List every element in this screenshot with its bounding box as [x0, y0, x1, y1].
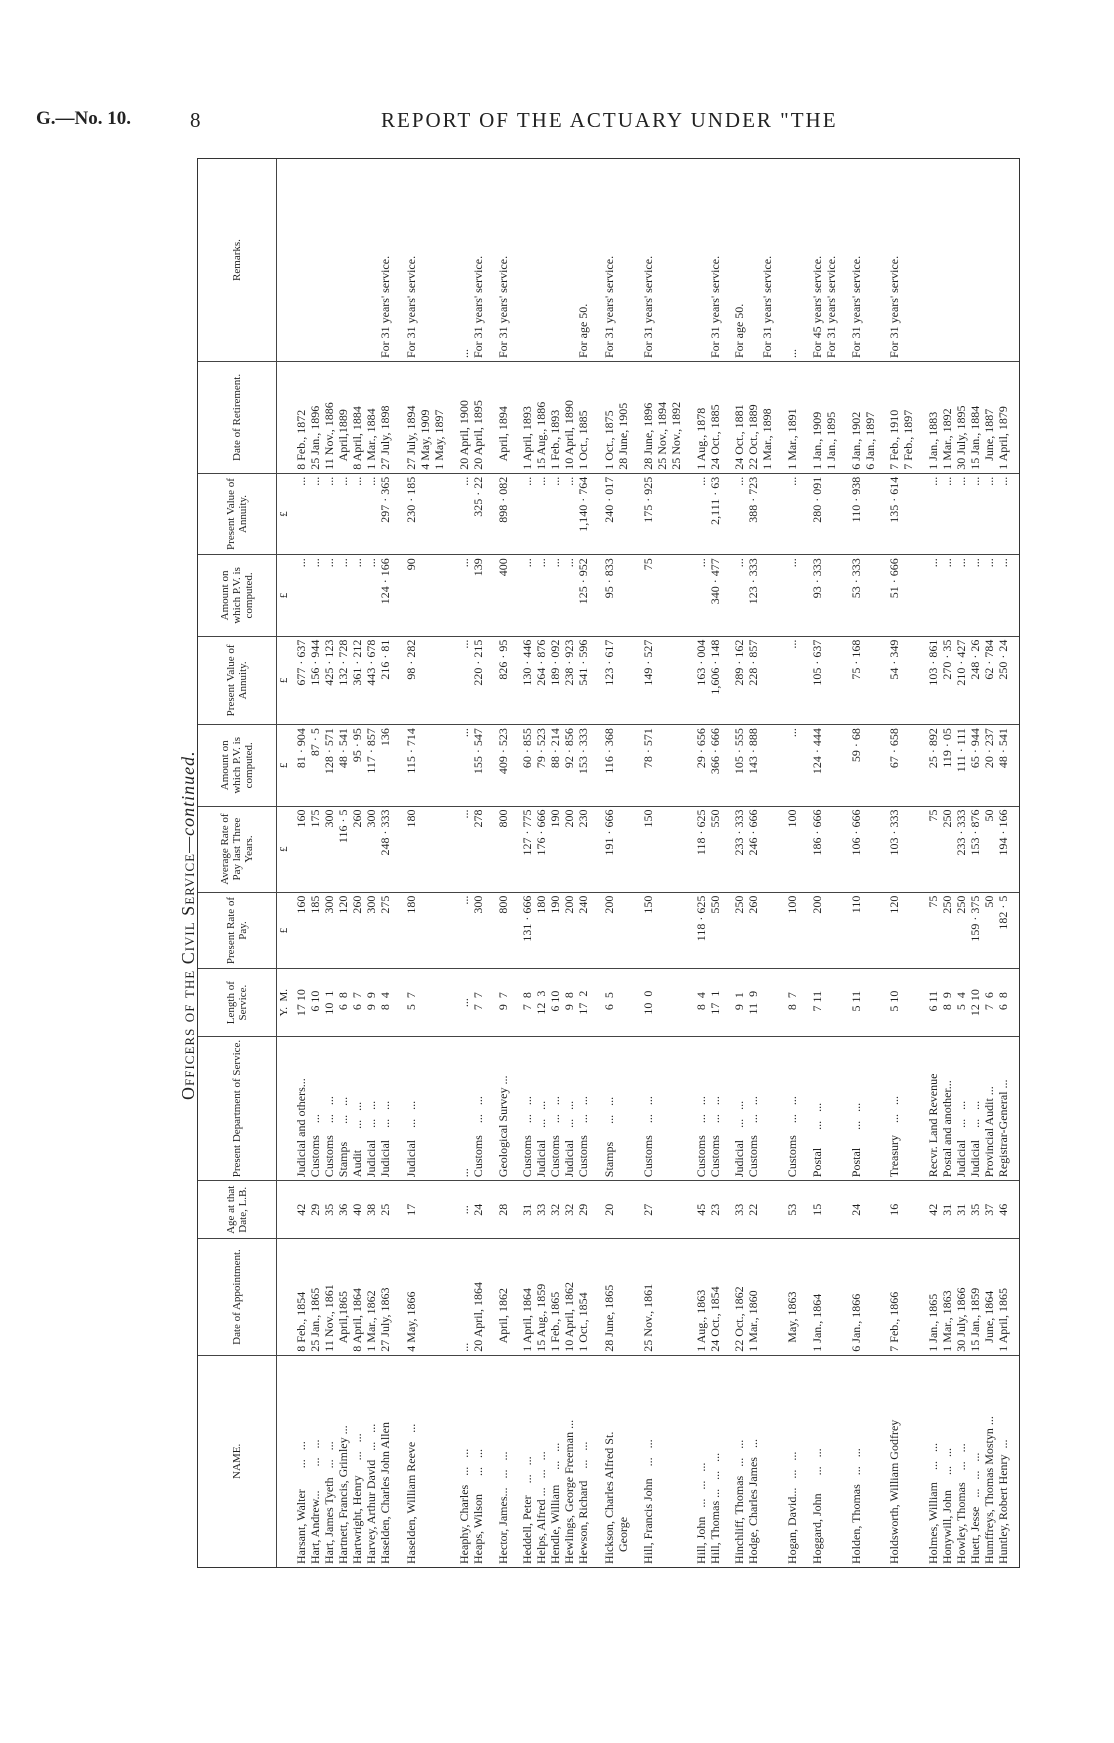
table-row	[638, 159, 691, 1567]
cell-avg: 186 · 666	[807, 806, 846, 892]
cell-pv2: ... ... ... ... 1,140 · 764	[517, 473, 599, 554]
cell-avg: 180	[401, 806, 454, 892]
cell-dept: Customs ... ...	[638, 1036, 691, 1180]
cell-appointed: 7 Feb., 1866	[884, 1239, 923, 1355]
cell-service: 8 4 17 1	[691, 969, 730, 1036]
cell-dept: Customs ... ... Judicial ... ... Customs ... ... Judicial ... ... Customs ... ...	[517, 1036, 599, 1180]
cell-pay: 100	[782, 892, 806, 969]
cell-appointed: 25 Nov., 1861	[638, 1239, 691, 1355]
cell-remarks: For 31 years' service.	[887, 255, 902, 359]
column-header-label: NAME.	[231, 1443, 243, 1479]
cell-amt1: 29 · 656 366 · 666	[691, 725, 730, 806]
cell-pay: 110	[846, 892, 885, 969]
table-row	[599, 159, 638, 1567]
cell-pv2: 280 · 091	[807, 473, 846, 554]
cell-pay: 120	[884, 892, 923, 969]
civil-service-officers-table	[197, 158, 1020, 1568]
cell-age: 15	[807, 1181, 846, 1239]
cell-pay: 150	[638, 892, 691, 969]
cell-pv1: ... 220 · 215	[454, 636, 493, 724]
cell-dept: Postal ... ...	[807, 1036, 846, 1180]
cell-remarks: ... For 31 years' service.	[457, 255, 486, 359]
cell-retired: 27 July, 1894 4 May, 1909 1 May, 1897	[401, 362, 454, 474]
cell-amt1: 116 · 368	[599, 725, 638, 806]
cell-dept: Postal ... ...	[846, 1036, 885, 1180]
cell-remarks: For age 50.	[576, 303, 591, 359]
table-row	[517, 159, 599, 1567]
column-header-label: Date of Appointment.	[231, 1249, 243, 1345]
cell-avg: 800	[493, 806, 517, 892]
cell-service: 5 10	[884, 969, 923, 1036]
cell-age: 33 22	[729, 1181, 782, 1239]
cell-appointed: 4 May, 1866	[401, 1239, 454, 1355]
table-row	[691, 159, 730, 1567]
cell-remarks: For 31 years' service.	[707, 255, 722, 359]
cell-pay: 180	[401, 892, 454, 969]
table-row	[493, 159, 517, 1567]
cell-avg: 127 · 775 176 · 666 190 200 230	[517, 806, 599, 892]
cell-amt1: ...	[782, 725, 806, 806]
cell-service: 7 11	[807, 969, 846, 1036]
cell-name: Harsant, Walter ... ... Hart, Andrew... ... ... Hart, James Tyeth ... ... Hartnett, Francis, Grimley ... Hartwright, Henry ... ... Harvey, Arthur David ... ... Haselden, Charles John Allen	[291, 1355, 401, 1567]
cell-dept: Judicial ... ...	[401, 1036, 454, 1180]
cell-remarks: ...	[785, 349, 800, 359]
cell-pv1: 75 · 168	[846, 636, 885, 724]
cell-avg: 106 · 666	[846, 806, 885, 892]
unit-cell: £	[277, 892, 292, 969]
table-row	[454, 159, 493, 1567]
cell-retired: 20 April, 1900 20 April, 1895	[454, 362, 493, 474]
cell-retired: 1 Oct., 1875 28 June, 1905	[599, 362, 638, 474]
table-header-row	[198, 159, 277, 1567]
cell-retired: April, 1894	[493, 362, 517, 474]
cell-remarks: For 31 years' service.	[848, 255, 863, 359]
cell-dept: Stamps ... ...	[599, 1036, 638, 1180]
cell-avg: 191 · 666	[599, 806, 638, 892]
page-title: REPORT OF THE ACTUARY UNDER "THE	[381, 108, 838, 132]
cell-age: 42 29 35 36 40 38 25	[291, 1181, 401, 1239]
column-header-label: Present Rate of Pay.	[225, 896, 249, 965]
cell-pv2: ... ... ... ... ... ...	[923, 473, 1019, 554]
cell-pv2: 175 · 925	[638, 473, 691, 554]
cell-pv2: 110 · 938	[846, 473, 885, 554]
cell-service: 9 1 11 9	[729, 969, 782, 1036]
cell-amt1: 25 · 892 119 · 05 111 · 111 65 · 944 20 · 237 48 · 541	[923, 725, 1019, 806]
cell-amt2: 93 · 333	[807, 555, 846, 636]
table-row	[846, 159, 885, 1567]
cell-remarks	[923, 159, 1019, 362]
cell-remarks: For 45 years' service. For 31 years' service.	[809, 255, 838, 359]
cell-service: 5 11	[846, 969, 885, 1036]
cell-remarks: For 31 years' service.	[404, 255, 419, 359]
cell-pv1: 163 · 004 1,606 · 148	[691, 636, 730, 724]
cell-name: Hill, John ... ... ... Hill, Thomas ... ... ...	[691, 1355, 730, 1567]
column-header-label: Length of Service.	[225, 981, 249, 1025]
cell-amt1: 124 · 444	[807, 725, 846, 806]
document-series: G.—No. 10.	[36, 108, 131, 129]
cell-pay: 75 250 250 159 · 375 50 182 · 5	[923, 892, 1019, 969]
cell-pv2: ... 2,111 · 63	[691, 473, 730, 554]
cell-name: Haselden, William Reeve ...	[401, 1355, 454, 1567]
cell-remarks: For 31 years' service.	[640, 255, 655, 359]
cell-pv1: 103 · 861 270 · 35 210 · 427 248 · 26 62 · 784 250 · 24	[923, 636, 1019, 724]
cell-amt2: ... 139	[454, 555, 493, 636]
cell-amt2: 75	[638, 555, 691, 636]
column-header-label: Present Value of Annuity.	[225, 644, 249, 717]
cell-service: 10 0	[638, 969, 691, 1036]
cell-dept: Treasury ... ...	[884, 1036, 923, 1180]
unit-cell: £	[277, 636, 292, 724]
cell-name: Holdsworth, William Godfrey	[884, 1355, 923, 1567]
cell-age: 53	[782, 1181, 806, 1239]
cell-name: Holden, Thomas ... ...	[846, 1355, 885, 1567]
cell-age: 42 31 31 35 37 46	[923, 1181, 1019, 1239]
cell-amt1: ... 155 · 547	[454, 725, 493, 806]
cell-remarks: For 31 years' service.	[496, 255, 511, 359]
cell-amt2: 95 · 833	[599, 555, 638, 636]
cell-dept: Recvr. Land Revenue Postal and another... Judicial ... ... Judicial ... ... Provincial Audit ... Registrar-General ...	[923, 1036, 1019, 1180]
cell-avg: 118 · 625 550	[691, 806, 730, 892]
cell-pv1: 98 · 282	[401, 636, 454, 724]
cell-amt1: 81 · 904 87 · 5 128 · 571 48 · 541 95 · 95 117 · 857 136	[291, 725, 401, 806]
cell-pv1: ...	[782, 636, 806, 724]
cell-pay: 800	[493, 892, 517, 969]
column-header	[198, 969, 277, 1036]
cell-appointed: April, 1862	[493, 1239, 517, 1355]
cell-amt2: 53 · 333	[846, 555, 885, 636]
column-header	[198, 1239, 277, 1355]
cell-remarks: For age 50. For 31 years' service.	[732, 255, 775, 359]
cell-amt2: 400	[493, 555, 517, 636]
column-header	[198, 159, 277, 362]
caption-continued: —continued.	[178, 750, 198, 853]
cell-appointed: ... 20 April, 1864	[454, 1239, 493, 1355]
cell-appointed: 1 Jan., 1865 1 Mar., 1863 30 July, 1866 15 Jan., 1859 June, 1864 1 April, 1865	[923, 1239, 1019, 1355]
cell-name: Heaphy, Charles ... ... Heaps, Wilson ... ...	[454, 1355, 493, 1567]
cell-pv2: ... 325 · 22	[454, 473, 493, 554]
cell-avg: 150	[638, 806, 691, 892]
column-header	[198, 555, 277, 636]
cell-dept: Judicial and others... Customs ... Customs ... ... Stamps ... ... Audit ... ... Judicial ... ... Judicial ... ...	[291, 1036, 401, 1180]
cell-appointed: 1 Aug., 1863 24 Oct., 1854	[691, 1239, 730, 1355]
cell-appointed: May, 1863	[782, 1239, 806, 1355]
cell-amt1: 67 · 658	[884, 725, 923, 806]
cell-pv2: 898 · 082	[493, 473, 517, 554]
cell-amt2: 51 · 666	[884, 555, 923, 636]
table-row	[401, 159, 454, 1567]
cell-retired: 6 Jan., 1902 6 Jan., 1897	[846, 362, 885, 474]
cell-name: Hickson, Charles Alfred St. George	[599, 1355, 638, 1567]
cell-dept: ... Customs ... ...	[454, 1036, 493, 1180]
unit-cell: £	[277, 473, 292, 554]
cell-dept: Judicial ... ... Customs ... ...	[729, 1036, 782, 1180]
cell-amt1: 105 · 555 143 · 888	[729, 725, 782, 806]
cell-avg: 103 · 333	[884, 806, 923, 892]
cell-retired: 7 Feb., 1910 7 Feb., 1897	[884, 362, 923, 474]
cell-pv1: 677 · 637 156 · 944 425 · 123 132 · 728 361 · 212 443 · 678 216 · 81	[291, 636, 401, 724]
unit-cell	[277, 1355, 292, 1567]
cell-service: 6 11 8 9 5 4 12 10 7 6 6 8	[923, 969, 1019, 1036]
table-row	[291, 159, 401, 1567]
cell-retired: 1 Aug., 1878 24 Oct., 1885	[691, 362, 730, 474]
cell-pv1: 826 · 95	[493, 636, 517, 724]
cell-avg: 233 · 333 246 · 666	[729, 806, 782, 892]
cell-pay: 131 · 666 180 190 200 240	[517, 892, 599, 969]
table-row	[782, 159, 806, 1567]
cell-dept: Geological Survey ...	[493, 1036, 517, 1180]
cell-pv2: ...	[782, 473, 806, 554]
cell-name: Hector, James... ... ...	[493, 1355, 517, 1567]
cell-service: 6 5	[599, 969, 638, 1036]
column-header-label: Date of Retirement.	[231, 373, 243, 461]
cell-pv1: 130 · 446 264 · 876 189 · 092 238 · 923 541 · 596	[517, 636, 599, 724]
cell-service: ... 7 7	[454, 969, 493, 1036]
cell-amt1: 59 · 68	[846, 725, 885, 806]
cell-service: 7 8 12 3 6 10 9 8 17 2	[517, 969, 599, 1036]
cell-retired: 8 Feb., 1872 25 Jan., 1896 11 Nov., 1886 April,1889 8 April, 1884 1 Mar., 1884 27 July, 1898	[291, 362, 401, 474]
column-header	[198, 1355, 277, 1567]
cell-pay: 200	[807, 892, 846, 969]
table-row	[884, 159, 923, 1567]
column-header-label: Amount on which P.V. is computed.	[219, 736, 255, 794]
units-row	[277, 159, 292, 1567]
cell-amt2: ... ... ... ... 125 · 952	[517, 555, 599, 636]
cell-pv2: ... 388 · 723	[729, 473, 782, 554]
cell-amt1: 78 · 571	[638, 725, 691, 806]
table-caption	[178, 750, 199, 1100]
cell-remarks: For 31 years' service.	[378, 255, 393, 359]
cell-appointed: 22 Oct., 1862 1 Mar., 1860	[729, 1239, 782, 1355]
cell-amt2: ... ... ... ... ... ... 124 · 166	[291, 555, 401, 636]
cell-age: 24	[846, 1181, 885, 1239]
cell-pay: 250 260	[729, 892, 782, 969]
unit-cell: £	[277, 806, 292, 892]
column-header-label: Age at that Date, L.B.	[225, 1185, 249, 1234]
cell-age: ... 24	[454, 1181, 493, 1239]
cell-name: Hogan, David... ... ...	[782, 1355, 806, 1567]
cell-retired: 1 Jan., 1883 1 Mar., 1892 30 July, 1895 15 Jan., 1884 June, 1887 1 April, 1879	[923, 362, 1019, 474]
column-header	[198, 362, 277, 474]
cell-dept: Customs ... ... Customs ... ...	[691, 1036, 730, 1180]
cell-pv2: ... ... ... ... ... ... 297 · 365	[291, 473, 401, 554]
cell-service: 9 7	[493, 969, 517, 1036]
cell-age: 17	[401, 1181, 454, 1239]
table-row	[729, 159, 782, 1567]
caption-main: Officers of the Civil Service	[178, 852, 198, 1100]
cell-service: 17 10 6 10 10 1 6 8 6 7 9 9 8 4	[291, 969, 401, 1036]
page-number: 8	[190, 108, 201, 132]
cell-pv1: 123 · 617	[599, 636, 638, 724]
unit-cell: £	[277, 725, 292, 806]
cell-pv1: 289 · 162 228 · 857	[729, 636, 782, 724]
cell-name: Hoggard, John ... ...	[807, 1355, 846, 1567]
cell-name: Hinchliff, Thomas ... ... Hodge, Charles James ...	[729, 1355, 782, 1567]
cell-appointed: 28 June, 1865	[599, 1239, 638, 1355]
cell-pv2: 135 · 614	[884, 473, 923, 554]
cell-age: 45 23	[691, 1181, 730, 1239]
cell-pay: 160 185 300 120 260 300 275	[291, 892, 401, 969]
cell-service: 8 7	[782, 969, 806, 1036]
cell-pv1: 149 · 527	[638, 636, 691, 724]
column-header	[198, 636, 277, 724]
cell-dept: Customs ... ...	[782, 1036, 806, 1180]
cell-pay: 200	[599, 892, 638, 969]
cell-appointed: 8 Feb., 1854 25 Jan., 1865 11 Nov., 1861 April,1865 8 April, 1864 1 Mar., 1862 27 July, 1863	[291, 1239, 401, 1355]
column-header	[198, 1181, 277, 1239]
cell-amt2: 90	[401, 555, 454, 636]
cell-amt2: ... 340 · 477	[691, 555, 730, 636]
cell-retired: 24 Oct., 1881 22 Oct., 1889 1 Mar., 1898	[729, 362, 782, 474]
cell-age: 31 33 32 32 29	[517, 1181, 599, 1239]
cell-retired: 28 June, 1896 25 Nov., 1894 25 Nov., 1892	[638, 362, 691, 474]
unit-cell: £	[277, 555, 292, 636]
table-row	[923, 159, 1019, 1567]
table-row	[807, 159, 846, 1567]
cell-appointed: 6 Jan., 1866	[846, 1239, 885, 1355]
cell-name: Hill, Francis John ... ...	[638, 1355, 691, 1567]
cell-amt2: ... ... ... ... ... ...	[923, 555, 1019, 636]
cell-name: Holmes, William ... ... Honywill, John ... ... Howley, Thomas ... ... Huett, Jesse ... ... ... Humffreys, Thomas Mostyn ... Huntley, Robert Henry ...	[923, 1355, 1019, 1567]
cell-amt2: ... 123 · 333	[729, 555, 782, 636]
cell-age: 16	[884, 1181, 923, 1239]
cell-remarks: For 31 years' service.	[602, 255, 617, 359]
cell-retired: 1 Jan., 1909 1 Jan., 1895	[807, 362, 846, 474]
cell-service: 5 7	[401, 969, 454, 1036]
cell-avg: 160 175 300 116 · 5 260 300 248 · 333	[291, 806, 401, 892]
cell-avg: 75 250 233 · 333 153 · 876 50 194 · 166	[923, 806, 1019, 892]
column-header	[198, 725, 277, 806]
column-header	[198, 1036, 277, 1180]
cell-pv1: 105 · 637	[807, 636, 846, 724]
unit-cell	[277, 159, 292, 362]
cell-amt1: 409 · 523	[493, 725, 517, 806]
unit-cell: Y. M.	[277, 969, 292, 1036]
cell-avg: 100	[782, 806, 806, 892]
column-header-label: Present Value of Annuity.	[225, 478, 249, 550]
unit-cell	[277, 1036, 292, 1180]
cell-pv2: 240 · 017	[599, 473, 638, 554]
column-header	[198, 892, 277, 969]
cell-pay: ... 300	[454, 892, 493, 969]
column-header-label: Average Rate of Pay last Three Years.	[219, 813, 255, 885]
table-body	[277, 159, 1020, 1567]
cell-amt1: 115 · 714	[401, 725, 454, 806]
column-header	[198, 806, 277, 892]
cell-age: 20	[599, 1181, 638, 1239]
unit-cell	[277, 1239, 292, 1355]
unit-cell	[277, 1181, 292, 1239]
cell-pv2: 230 · 185	[401, 473, 454, 554]
cell-amt1: 60 · 855 79 · 523 88 · 214 92 · 856 153 · 333	[517, 725, 599, 806]
cell-appointed: 1 April, 1864 15 Aug., 1859 1 Feb., 1865 10 April, 1862 1 Oct., 1854	[517, 1239, 599, 1355]
cell-amt2: ...	[782, 555, 806, 636]
column-header-label: Present Department of Service.	[231, 1039, 243, 1178]
column-header-label: Amount on which P.V. is computed.	[219, 567, 255, 624]
cell-age: 28	[493, 1181, 517, 1239]
cell-avg: ... 278	[454, 806, 493, 892]
cell-retired: 1 Mar., 1891	[782, 362, 806, 474]
cell-pv1: 54 · 349	[884, 636, 923, 724]
unit-cell	[277, 362, 292, 474]
column-header-label: Remarks.	[231, 239, 243, 281]
column-header	[198, 473, 277, 554]
cell-pay: 118 · 625 550	[691, 892, 730, 969]
cell-age: 27	[638, 1181, 691, 1239]
running-header	[36, 108, 1076, 138]
cell-name: Heddell, Peter ... ... Helps, Alfred ... ... ... Hendle, William ... ... Hewlings, George Freeman ... Hewson, Richard ... ...	[517, 1355, 599, 1567]
cell-appointed: 1 Jan., 1864	[807, 1239, 846, 1355]
cell-retired: 1 April, 1893 15 Aug., 1886 1 Feb., 1893 10 April, 1890 1 Oct., 1885	[517, 362, 599, 474]
